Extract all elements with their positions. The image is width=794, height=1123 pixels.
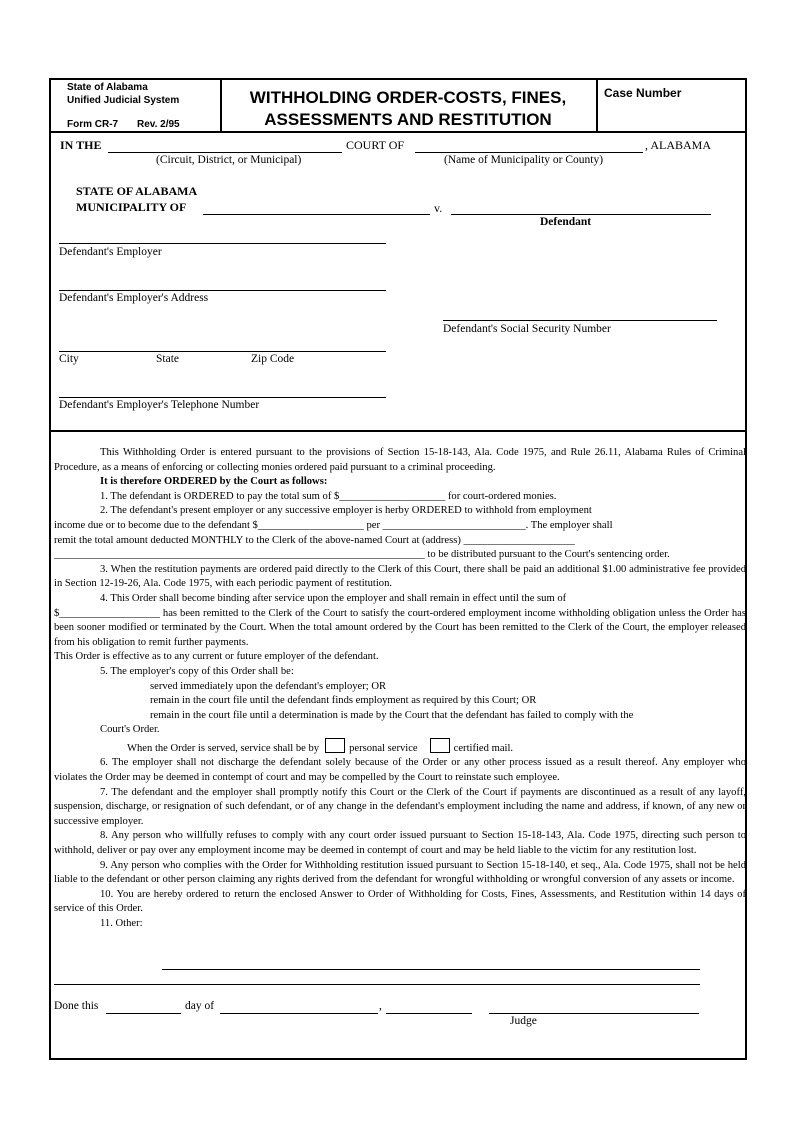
employer-phone-field[interactable] (59, 397, 386, 398)
city-label: City (59, 353, 79, 365)
header-divider-right (596, 78, 598, 133)
employer-phone-label: Defendant's Employer's Telephone Number (59, 399, 260, 411)
employer-address-label: Defendant's Employer's Address (59, 292, 209, 304)
order-item-1: 1. The defendant is ORDERED to pay the total sum of $____________________ for court-ordered monies. (100, 490, 557, 502)
judge-label: Judge (510, 1015, 537, 1027)
form-revision: Rev. 2/95 (137, 119, 180, 130)
municipality-of-label: MUNICIPALITY OF (76, 200, 187, 214)
versus-label: v. (434, 201, 443, 215)
done-day-field[interactable] (106, 1013, 181, 1014)
court-of-label: COURT OF (346, 138, 405, 152)
order-item-10: 10. You are hereby ordered to return the enclosed Answer to Order of Withholding for Costs, Fines, Assessments, and Restitution within 14 days of service of this Order. (54, 888, 746, 915)
judge-signature-field[interactable] (489, 1013, 699, 1014)
order-item-5e: Court's Order. (100, 724, 160, 736)
done-year-field[interactable] (386, 1013, 472, 1014)
order-item-8: 8. Any person who willfully refuses to comply with any court order issued pursuant to Section 15-18-143, Ala. Code 1975, directing such person to withhold, deliver or pay over any employment income may be deemed in contempt of court and may be held liable to the victim for any restitution lost. (54, 830, 746, 857)
case-number-label: Case Number (604, 86, 682, 100)
court-name-field[interactable] (415, 152, 643, 153)
zip-label: Zip Code (251, 353, 295, 365)
court-type-field[interactable] (108, 152, 342, 153)
certified-mail-checkbox[interactable] (430, 738, 450, 753)
date-comma: , (379, 1000, 382, 1012)
form-title-line1: WITHHOLDING ORDER-COSTS, FINES, (249, 88, 567, 107)
in-the-label: IN THE (60, 138, 102, 152)
order-item-9: 9. Any person who complies with the Order for Withholding restitution issued pursuant to Section 15-18-140, et seq., Ala. Code 1975, shall not be held liable to the defendant or other person claiming any rights derived from the defendant for wrongful withholding or wrongful conversion of any assets or income. (54, 859, 746, 886)
order-item-5a: 5. The employer's copy of this Order shall be: (100, 665, 294, 677)
order-item-5b: served immediately upon the defendant's employer; OR (150, 680, 387, 692)
order-item-2d: ______________________________________________________________________ to be distributed pursuant to the Court's sentencing order. (54, 549, 670, 561)
alabama-label: , ALABAMA (645, 138, 712, 152)
order-item-4c: This Order is effective as to any current or future employer of the defendant. (54, 651, 379, 663)
service-method-text: When the Order is served, service shall be by (127, 742, 320, 754)
order-item-2a: 2. The defendant's present employer or any successive employer is herby ORDERED to withhold from employment (100, 505, 592, 517)
form-title-line2: ASSESSMENTS AND RESTITUTION (264, 110, 552, 129)
defendant-label: Defendant (540, 216, 592, 228)
employer-field[interactable] (59, 243, 386, 244)
state-of-alabama: STATE OF ALABAMA (76, 184, 198, 198)
order-item-4a: 4. This Order shall become binding after service upon the employer and shall remain in effect until the sum of (100, 592, 567, 604)
system-label: Unified Judicial System (67, 95, 180, 106)
order-item-2b: income due or to become due to the defendant $____________________ per ___________________________. The employer shall (54, 519, 613, 531)
form-number: Form CR-7 (67, 119, 119, 130)
order-item-4b: $___________________ has been remitted to the Clerk of the Court to satisfy the court-ordered employment income withholding obligation unless the Order has been sooner modified or terminated by the Court. When the total amount ordered by the Court has been remitted to the Clerk of the Court, the employer released from his obligation to remit further payments. (54, 607, 746, 648)
service-method-line (54, 738, 746, 757)
city-state-zip-field[interactable] (59, 351, 386, 352)
municipality-caption: (Name of Municipality or County) (444, 154, 604, 166)
municipality-field[interactable] (203, 214, 430, 215)
order-item-11: 11. Other: (100, 918, 143, 929)
certified-mail-label: certified mail. (453, 742, 514, 754)
state-label: State of Alabama (67, 82, 148, 93)
court-type-caption: (Circuit, District, or Municipal) (156, 154, 302, 166)
done-month-field[interactable] (220, 1013, 378, 1014)
order-intro: This Withholding Order is entered pursuant to the provisions of Section 15-18-143, Ala. Code 1975, and Rule 26.11, Alabama Rules of Criminal Procedure, as a means of enforcing or collecting monies ordered paid pursuant to a criminal proceeding. (54, 447, 746, 473)
court-info-box (49, 131, 747, 432)
done-this-label: Done this (54, 1000, 99, 1012)
state-field-label: State (156, 353, 179, 365)
personal-service-label: personal service (349, 742, 418, 754)
order-item-6: 6. The employer shall not discharge the defendant solely because of the Order or any other process issued as a result thereof. Any employer who violates the Order may be deemed in contempt of court and may be compelled by the Court to reinstate such employee. (54, 757, 746, 784)
order-ordered: It is therefore ORDERED by the Court as follows: (100, 476, 328, 488)
ssn-field[interactable] (443, 320, 717, 321)
day-of-label: day of (185, 1000, 215, 1012)
order-item-3: 3. When the restitution payments are ordered paid directly to the Clerk of this Court, there shall be paid an additional $1.00 administrative fee provided in Section 12-19-26, Ala. Code 1975, with each periodic payment of restitution. (54, 563, 746, 590)
order-item-5c: remain in the court file until the defendant finds employment as required by this Court; OR (150, 695, 537, 707)
order-item-7: 7. The defendant and the employer shall promptly notify this Court or the Clerk of the Court if payments are discontinued as a result of any layoff, suspension, discharge, or resignation of such defendant, or of any change in the defendant's employment including the name and address, if known, of any new or successive employer. (54, 786, 746, 827)
defendant-name-field[interactable] (451, 214, 711, 215)
order-body (54, 446, 746, 932)
other-field-line2[interactable] (54, 984, 700, 985)
order-item-2c: remit the total amount deducted MONTHLY to the Clerk of the above-named Court at (address) _____________________ (54, 534, 575, 546)
employer-label: Defendant's Employer (59, 246, 162, 258)
personal-service-checkbox[interactable] (325, 738, 345, 753)
order-item-5d: remain in the court file until a determination is made by the Court that the defendant has failed to comply with the (150, 709, 634, 721)
ssn-label: Defendant's Social Security Number (443, 323, 611, 335)
employer-address-field[interactable] (59, 290, 386, 291)
other-field-line1[interactable] (162, 969, 700, 970)
